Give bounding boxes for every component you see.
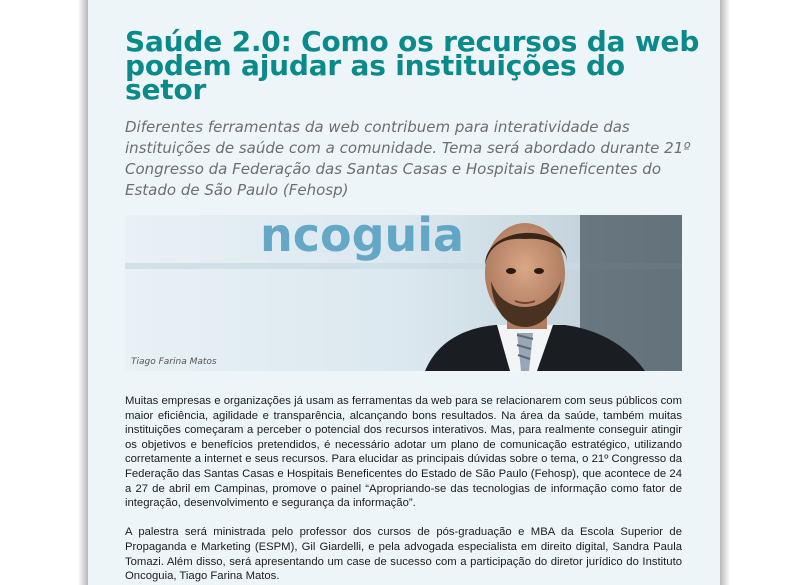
page-shadow-right — [720, 0, 730, 585]
article-subtitle: Diferentes ferramentas da web contribuem para interatividade das instituições de saúde com a comunidade. Tema será abordado durante 21º Congresso da Federação das Santas Casas e Hospitais Beneficentes do Estado de São Paulo (Fehosp) — [125, 118, 691, 199]
article-paragraph: A palestra será ministrada pelo professor dos cursos de pós-graduação e MBA da Escola Superior de Propaganda e Marketing (ESPM), Gil Giardelli, e pela advogada especialista em direito digital, Sandra Paula Tomazi. Além disso, será apresentando um case de sucesso com a participação do diretor jurídico do Instituto Oncoguia, Tiago Farina Matos. — [125, 526, 682, 583]
article-photo — [125, 215, 682, 371]
photo-backdrop-text: ncoguia — [260, 215, 465, 262]
article-page — [88, 0, 720, 585]
article-title: Saúde 2.0: Como os recursos da web podem ajudar as instituições do setor — [125, 25, 700, 106]
photo-illustration — [125, 215, 682, 371]
photo-caption: Tiago Farina Matos — [131, 357, 217, 367]
article-paragraph: Muitas empresas e organizações já usam as ferramentas da web para se relacionarem com seus públicos com maior eficiência, agilidade e transparência, alcançando bons resultados. Na área da saúde, também muitas instituições começaram a perceber o potencial dos recursos interativos. Mas, para realmente conseguir atingir os objetivos e benefícios pretendidos, é necessário adotar um plano de comunicação estratégico, utilizando corretamente a internet e seus recursos. Para elucidar as principais dúvidas sobre o tema, o 21º Congresso da Federação das Santas Casas e Hospitais Beneficentes do Estado de São Paulo (Fehosp), que acontece de 24 a 27 de abril em Campinas, promove o painel “Apropriando-se das tecnologias de informação como fator de integração, desenvolvimento e segurança da informação”. — [125, 395, 682, 510]
page-shadow-left — [78, 0, 88, 585]
article-body — [125, 394, 682, 585]
